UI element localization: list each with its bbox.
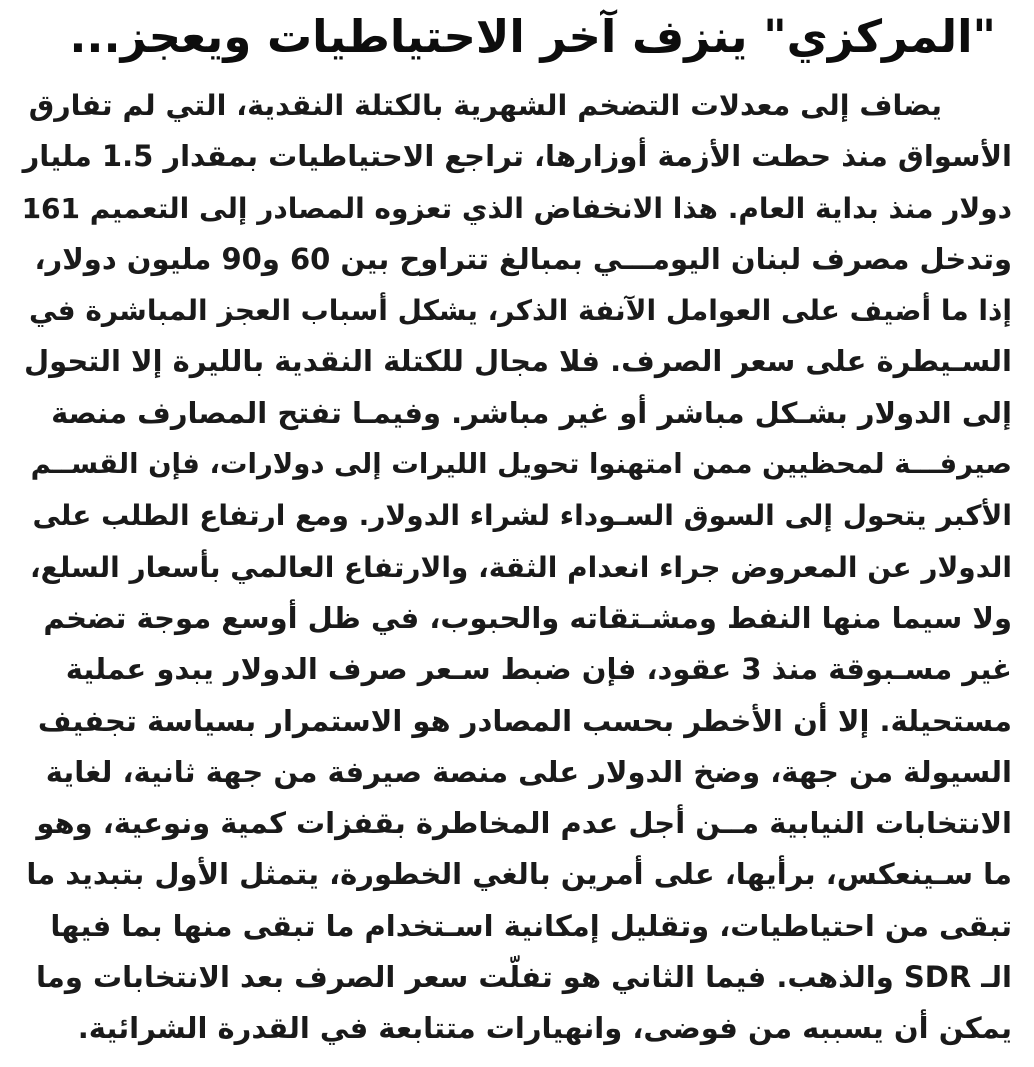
article-line: إذا ما أضيف على العوامل الآنفة الذكر، يشكل أسباب العجز المباشرة في: [28, 294, 1012, 328]
article-body: [22, 80, 1012, 1055]
article: [22, 6, 1012, 1055]
article-line: ولا سيما منها النفط ومشـتقاته والحبوب، في ظل أوسع موجة تضخم: [43, 600, 1012, 635]
article-line: ما سـينعكس، برأيها، على أمرين بالغي الخطورة، يتمثل الأول بتبديد ما: [26, 857, 1012, 892]
article-line: يمكن أن يسببه من فوضى، وانهيارات متتابعة في القدرة الشرائية.: [77, 1011, 1012, 1046]
article-line: تبقى من احتياطيات، وتقليل إمكانية اسـتخدام ما تبقى منها بما فيها: [50, 908, 1012, 943]
article-line: الدولار عن المعروض جراء انعدام الثقة، والارتفاع العالمي بأسعار السلع،: [29, 550, 1012, 584]
article-line: وتدخل مصرف لبنان اليومـــي بمبالغ تتراوح بين 60 و90 مليون دولار،: [34, 241, 1012, 276]
article-line: الانتخابات النيابية مــن أجل عدم المخاطرة بقفزات كمية ونوعية، وهو: [36, 806, 1012, 841]
article-line: الأسواق منذ حطت الأزمة أوزارها، تراجع الاحتياطيات بمقدار 1.5 مليار: [22, 139, 1012, 174]
article-line: الـ SDR والذهب. فيما الثاني هو تفلّت سعر الصرف بعد الانتخابات وما: [36, 960, 1012, 995]
article-line: مستحيلة. إلا أن الأخطر بحسب المصادر هو الاستمرار بسياسة تجفيف: [37, 703, 1012, 738]
article-line: الأكبر يتحول إلى السوق السـوداء لشراء الدولار. ومع ارتفاع الطلب على: [32, 499, 1012, 533]
article-line: إلى الدولار بشـكل مباشر أو غير مباشر. وفيمـا تفتح المصارف منصة: [51, 395, 1012, 430]
article-line: يضاف إلى معدلات التضخم الشهرية بالكتلة النقدية، التي لم تفارق: [28, 89, 942, 122]
article-line: السـيطرة على سعر الصرف. فلا مجال للكتلة النقدية بالليرة إلا التحول: [23, 344, 1012, 379]
article-line: السيولة من جهة، وضخ الدولار على منصة صيرفة من جهة ثانية، لغاية: [45, 754, 1012, 789]
article-line: صيرفـــة لمحظيين ممن امتهنوا تحويل الليرات إلى دولارات، فإن القســم: [30, 448, 1012, 481]
article-headline: "المركزي" ينزف آخر الاحتياطيات ويعجز...: [69, 10, 996, 63]
article-line: دولار منذ بداية العام. هذا الانخفاض الذي تعزوه المصادر إلى التعميم 161: [21, 191, 1012, 225]
article-line: غير مسـبوقة منذ 3 عقود، فإن ضبط سـعر صرف الدولار يبدو عملية: [65, 652, 1012, 687]
